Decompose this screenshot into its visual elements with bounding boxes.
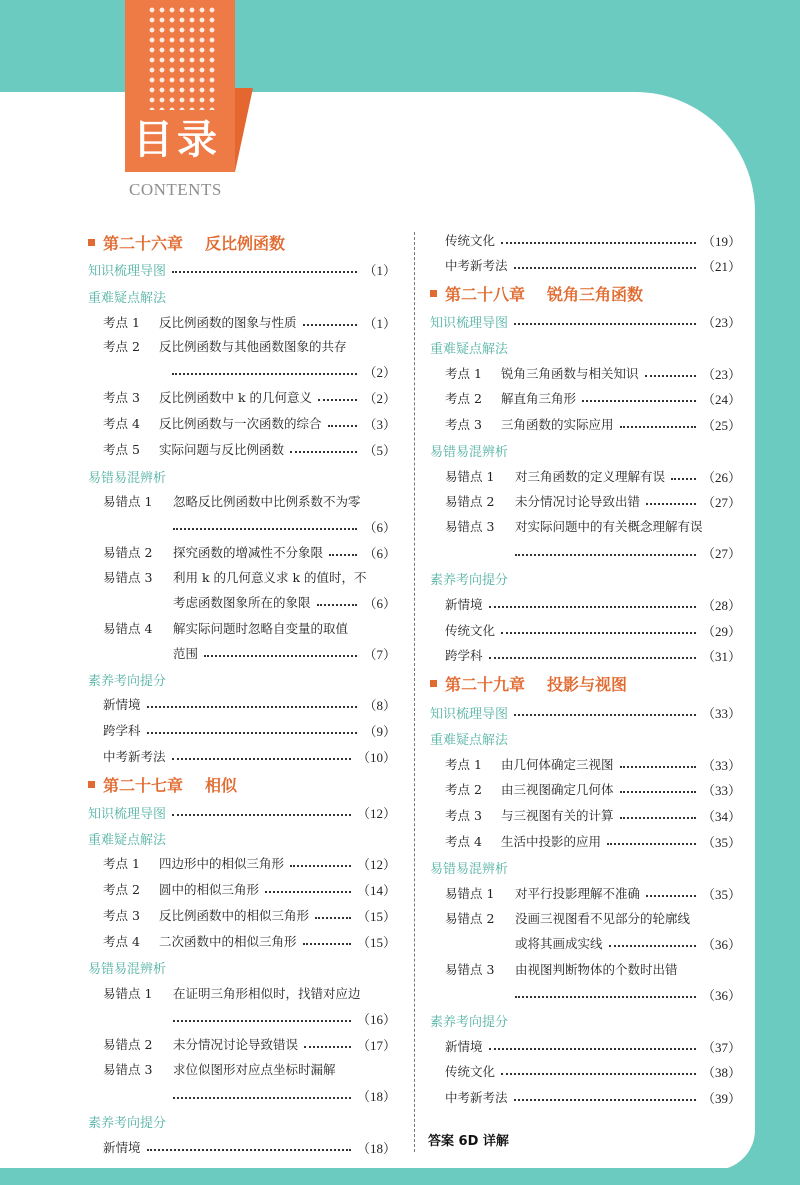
toc-entry[interactable] — [103, 436, 396, 462]
entry-tag: 考点 4 — [103, 934, 140, 949]
toc-entry[interactable] — [445, 828, 741, 854]
entry-tag: 易错点 2 — [103, 545, 153, 560]
entry-title: 反比例函数的图象与性质 — [159, 315, 297, 330]
chapter-number: 第二十六章 — [103, 233, 184, 253]
section-label: 易错易混辨析 — [88, 470, 167, 486]
entry-title: 新情境 — [103, 697, 141, 712]
toc-entry-continuation[interactable] — [173, 640, 396, 666]
leader-dots — [173, 1020, 351, 1022]
toc-entry[interactable] — [88, 799, 396, 825]
page-number: （15） — [356, 908, 396, 924]
entry-tag: 考点 1 — [103, 856, 140, 871]
entry-title: 四边形中的相似三角形 — [159, 856, 285, 871]
toc-entry[interactable] — [445, 360, 741, 386]
leader-dots — [290, 451, 357, 453]
toc-entry[interactable] — [103, 980, 361, 1006]
entry-title: 对平行投影理解不准确 — [515, 886, 641, 901]
leader-dots — [147, 706, 358, 708]
section-heading — [88, 283, 166, 309]
toc-entry[interactable] — [103, 928, 396, 954]
column-divider — [414, 232, 415, 1152]
entry-tag: 易错点 1 — [445, 469, 495, 484]
leader-dots — [303, 324, 358, 326]
section-heading — [430, 725, 508, 751]
chapter-name: 投影与视图 — [547, 674, 628, 694]
leader-dots — [620, 766, 696, 768]
toc-entry[interactable] — [445, 488, 741, 514]
page-number: （34） — [701, 808, 741, 824]
page-number: （26） — [701, 469, 741, 485]
page-number: （18） — [356, 1140, 396, 1156]
page-number: （16） — [356, 1011, 396, 1027]
toc-entry[interactable] — [445, 956, 678, 982]
toc-entry[interactable] — [445, 905, 690, 931]
entry-title: 新情境 — [445, 1039, 483, 1054]
entry-tag: 考点 3 — [445, 808, 482, 823]
page-number: （6） — [363, 519, 396, 535]
entry-tag: 考点 1 — [445, 757, 482, 772]
toc-entry[interactable] — [445, 463, 741, 489]
toc-entry[interactable] — [103, 1031, 396, 1057]
entry-title: 传统文化 — [445, 1064, 496, 1079]
page-number: （8） — [363, 697, 396, 713]
leader-dots — [609, 945, 696, 947]
toc-entry[interactable] — [103, 333, 347, 359]
leader-dots — [172, 373, 357, 375]
leader-dots — [329, 554, 357, 556]
section-label: 重难疑点解法 — [430, 732, 509, 748]
page-number: （35） — [701, 834, 741, 850]
section-label: 知识梳理导图 — [430, 706, 509, 722]
page-number: （29） — [701, 623, 741, 639]
toc-entry[interactable] — [103, 488, 361, 514]
entry-title: 与三视图有关的计算 — [501, 808, 614, 823]
bottom-band — [0, 1168, 800, 1185]
leader-dots — [501, 632, 696, 634]
page-number: （24） — [701, 391, 741, 407]
page-number: （35） — [701, 886, 741, 902]
section-heading — [430, 854, 508, 880]
entry-title: 考虑函数图象所在的象限 — [173, 595, 311, 610]
entry-tag: 考点 3 — [103, 390, 140, 405]
leader-dots — [515, 554, 696, 556]
entry-tag: 易错点 4 — [103, 621, 153, 636]
entry-tag: 考点 3 — [103, 908, 140, 923]
entry-title: 二次函数中的相似三角形 — [159, 934, 297, 949]
toc-entry-continuation[interactable] — [173, 1082, 396, 1108]
leader-dots — [607, 843, 696, 845]
leader-dots — [315, 917, 351, 919]
page-number: （38） — [701, 1064, 741, 1080]
leader-dots — [173, 1097, 351, 1099]
page-number: （6） — [363, 545, 396, 561]
section-label: 知识梳理导图 — [430, 315, 509, 331]
page-number: （9） — [363, 723, 396, 739]
leader-dots — [489, 1048, 696, 1050]
page-number: （1） — [363, 315, 396, 331]
toc-entry[interactable] — [103, 309, 396, 335]
leader-dots — [620, 426, 696, 428]
toc-entry[interactable] — [445, 802, 741, 828]
entry-tag: 易错点 1 — [103, 494, 153, 509]
entry-title: 实际问题与反比例函数 — [159, 442, 285, 457]
section-label: 素养考向提分 — [88, 673, 167, 689]
toc-entry[interactable] — [445, 617, 741, 643]
toc-entry-continuation[interactable] — [515, 981, 741, 1007]
entry-title: 由三视图确定几何体 — [501, 782, 614, 797]
page-number: （7） — [363, 646, 396, 662]
entry-title: 反比例函数中的相似三角形 — [159, 908, 310, 923]
page-number: （28） — [701, 597, 741, 613]
toc-entry[interactable] — [103, 691, 396, 717]
toc-entry-continuation[interactable] — [172, 358, 396, 384]
entry-tag: 考点 4 — [445, 834, 482, 849]
section-heading — [430, 334, 508, 360]
section-label: 知识梳理导图 — [88, 806, 167, 822]
page-number: （6） — [363, 595, 396, 611]
entry-title: 生活中投影的应用 — [501, 834, 602, 849]
toc-entry-continuation[interactable] — [173, 513, 396, 539]
toc-entry[interactable] — [430, 699, 741, 725]
leader-dots — [172, 271, 357, 273]
section-label: 重难疑点解法 — [88, 832, 167, 848]
leader-dots — [645, 375, 696, 377]
toc-entry-continuation[interactable] — [515, 539, 741, 565]
toc-entry[interactable] — [103, 539, 396, 565]
toc-entry[interactable] — [103, 876, 396, 902]
toc-entry[interactable] — [103, 902, 396, 928]
toc-entry[interactable] — [103, 1134, 396, 1160]
entry-tag: 考点 4 — [103, 416, 140, 431]
page-number: （33） — [701, 705, 741, 721]
toc-entry[interactable] — [445, 776, 741, 802]
entry-title: 中考新考法 — [103, 749, 166, 764]
page-number: （2） — [363, 390, 396, 406]
page-number: （2） — [363, 364, 396, 380]
leader-dots — [317, 604, 358, 606]
entry-title: 忽略反比例函数中比例系数不为零 — [173, 494, 361, 509]
leader-dots — [620, 817, 696, 819]
entry-title: 没画三视图看不见部分的轮廓线 — [515, 911, 691, 926]
leader-dots — [147, 1149, 351, 1151]
page-number: （36） — [701, 987, 741, 1003]
toc-entry[interactable] — [103, 615, 348, 641]
entry-tag: 考点 3 — [445, 417, 482, 432]
entry-title: 未分情况讨论导致错误 — [173, 1037, 299, 1052]
entry-tag: 易错点 3 — [103, 570, 153, 585]
dot-pattern — [147, 5, 217, 110]
leader-dots — [582, 400, 696, 402]
entry-tag: 易错点 2 — [445, 494, 495, 509]
leader-dots — [620, 791, 696, 793]
leader-dots — [290, 865, 351, 867]
toc-entry[interactable] — [103, 743, 396, 769]
entry-title: 跨学科 — [445, 648, 483, 663]
entry-title: 跨学科 — [103, 723, 141, 738]
answer-section-link[interactable] — [428, 1126, 509, 1152]
leader-dots — [671, 478, 696, 480]
page-number: （36） — [701, 936, 741, 952]
toc-entry[interactable] — [430, 308, 741, 334]
leader-dots — [328, 425, 358, 427]
chapter-bullet-icon — [88, 239, 95, 246]
leader-dots — [514, 714, 696, 716]
toc-entry[interactable] — [103, 564, 367, 590]
toc-entry[interactable] — [445, 751, 741, 777]
page-number: （27） — [701, 545, 741, 561]
toc-entry[interactable] — [445, 252, 741, 278]
chapter-27-heading[interactable] — [88, 771, 237, 797]
leader-dots — [514, 267, 696, 269]
section-label: 易错易混辨析 — [430, 861, 509, 877]
chapter-name: 相似 — [205, 775, 238, 795]
chapter-29-heading[interactable] — [430, 670, 627, 696]
page-number: （14） — [356, 882, 396, 898]
logo-stripe — [235, 88, 253, 172]
page-number: （3） — [363, 416, 396, 432]
entry-title: 或将其画成实线 — [515, 936, 603, 951]
entry-title: 求位似图形对应点坐标时漏解 — [173, 1062, 336, 1077]
entry-title: 由几何体确定三视图 — [501, 757, 614, 772]
entry-title: 中考新考法 — [445, 1090, 508, 1105]
chapter-number: 第二十九章 — [445, 674, 526, 694]
page-number: （27） — [701, 494, 741, 510]
entry-title: 中考新考法 — [445, 258, 508, 273]
entry-title: 利用 k 的几何意义求 k 的值时，不 — [173, 570, 367, 585]
toc-entry[interactable] — [445, 385, 741, 411]
leader-dots — [147, 732, 358, 734]
entry-tag: 考点 2 — [445, 391, 482, 406]
answer-label: 答案 6D 详解 — [428, 1133, 509, 1149]
leader-dots — [265, 891, 351, 893]
entry-tag: 考点 2 — [445, 782, 482, 797]
entry-title: 解实际问题时忽略自变量的取值 — [173, 621, 349, 636]
entry-title: 对三角函数的定义理解有误 — [515, 469, 666, 484]
section-label: 素养考向提分 — [430, 572, 509, 588]
section-heading — [430, 1007, 508, 1033]
toc-entry[interactable] — [445, 642, 741, 668]
toc-entry[interactable] — [103, 410, 396, 436]
page-number: （21） — [701, 258, 741, 274]
toc-entry-continuation[interactable] — [173, 589, 396, 615]
leader-dots — [501, 242, 696, 244]
chapter-bullet-icon — [430, 290, 437, 297]
leader-dots — [646, 895, 696, 897]
page-number: （17） — [356, 1037, 396, 1053]
page-number: （23） — [701, 314, 741, 330]
section-heading — [430, 565, 508, 591]
section-heading — [430, 437, 508, 463]
entry-title: 传统文化 — [445, 233, 496, 248]
toc-entry[interactable] — [445, 1058, 741, 1084]
toc-entry[interactable] — [103, 384, 396, 410]
entry-title: 在证明三角形相似时，找错对应边 — [173, 986, 361, 1001]
leader-dots — [501, 1073, 696, 1075]
entry-tag: 考点 2 — [103, 882, 140, 897]
page-number: （39） — [701, 1090, 741, 1106]
page-number: （19） — [701, 233, 741, 249]
entry-title: 反比例函数中 k 的几何意义 — [159, 390, 313, 405]
entry-tag: 易错点 2 — [103, 1037, 153, 1052]
entry-tag: 考点 1 — [445, 366, 482, 381]
leader-dots — [514, 323, 696, 325]
chapter-name: 锐角三角函数 — [547, 284, 644, 304]
chapter-bullet-icon — [430, 680, 437, 687]
toc-entry-continuation[interactable] — [173, 1005, 396, 1031]
leader-dots — [489, 606, 696, 608]
leader-dots — [172, 814, 351, 816]
entry-title: 新情境 — [445, 597, 483, 612]
toc-entry[interactable] — [445, 1033, 741, 1059]
page-number: （18） — [356, 1088, 396, 1104]
page-number: （1） — [363, 262, 396, 278]
entry-tag: 易错点 3 — [103, 1062, 153, 1077]
header-logo — [125, 0, 255, 175]
section-label: 重难疑点解法 — [430, 341, 509, 357]
chapter-name: 反比例函数 — [205, 233, 286, 253]
leader-dots — [318, 399, 357, 401]
page-number: （15） — [356, 934, 396, 950]
toc-entry[interactable] — [445, 227, 741, 253]
entry-tag: 易错点 1 — [445, 886, 495, 901]
page-number: （25） — [701, 417, 741, 433]
page-number: （5） — [363, 442, 396, 458]
section-label: 知识梳理导图 — [88, 263, 167, 279]
toc-entry[interactable] — [445, 880, 741, 906]
leader-dots — [514, 1099, 696, 1101]
chapter-bullet-icon — [88, 781, 95, 788]
page-number: （37） — [701, 1039, 741, 1055]
section-label: 素养考向提分 — [430, 1014, 509, 1030]
toc-entry[interactable] — [103, 1056, 336, 1082]
entry-tag: 考点 5 — [103, 442, 140, 457]
page-number: （12） — [356, 856, 396, 872]
toc-entry[interactable] — [103, 717, 396, 743]
entry-title: 传统文化 — [445, 623, 496, 638]
entry-title: 新情境 — [103, 1140, 141, 1155]
page-title: 目录 — [133, 117, 221, 163]
section-heading — [88, 825, 166, 851]
entry-title: 解直角三角形 — [501, 391, 577, 406]
toc-entry[interactable] — [445, 1084, 741, 1110]
page-number: （31） — [701, 648, 741, 664]
leader-dots — [304, 1046, 351, 1048]
toc-entry[interactable] — [88, 256, 396, 282]
section-heading — [88, 954, 166, 980]
page-subtitle: CONTENTS — [129, 180, 222, 199]
entry-title: 对实际问题中的有关概念理解有误 — [515, 519, 703, 534]
page-number: （23） — [701, 366, 741, 382]
leader-dots — [303, 943, 351, 945]
entry-tag: 考点 1 — [103, 315, 140, 330]
page-number: （10） — [356, 749, 396, 765]
entry-title: 反比例函数与其他函数图象的共存 — [159, 339, 347, 354]
toc-entry[interactable] — [445, 411, 741, 437]
entry-title: 未分情况讨论导致出错 — [515, 494, 641, 509]
leader-dots — [204, 655, 357, 657]
section-label: 重难疑点解法 — [88, 290, 167, 306]
entry-tag: 易错点 3 — [445, 519, 495, 534]
section-heading — [88, 1108, 166, 1134]
leader-dots — [173, 528, 357, 530]
chapter-26-heading[interactable] — [88, 229, 285, 255]
chapter-number: 第二十八章 — [445, 284, 526, 304]
chapter-number: 第二十七章 — [103, 775, 184, 795]
entry-tag: 易错点 1 — [103, 986, 153, 1001]
toc-entry[interactable] — [445, 513, 703, 539]
toc-entry[interactable] — [103, 850, 396, 876]
leader-dots — [646, 503, 696, 505]
toc-entry[interactable] — [445, 591, 741, 617]
toc-entry-continuation[interactable] — [515, 930, 741, 956]
section-label: 素养考向提分 — [88, 1115, 167, 1131]
entry-title: 探究函数的增减性不分象限 — [173, 545, 324, 560]
leader-dots — [515, 996, 696, 998]
entry-title: 锐角三角函数与相关知识 — [501, 366, 639, 381]
section-label: 易错易混辨析 — [88, 961, 167, 977]
entry-title: 反比例函数与一次函数的综合 — [159, 416, 322, 431]
entry-title: 圆中的相似三角形 — [159, 882, 260, 897]
chapter-28-heading[interactable] — [430, 280, 643, 306]
top-band — [0, 0, 800, 90]
entry-tag: 易错点 2 — [445, 911, 495, 926]
entry-tag: 考点 2 — [103, 339, 140, 354]
page-number: （12） — [356, 805, 396, 821]
page-number: （33） — [701, 782, 741, 798]
entry-title: 三角函数的实际应用 — [501, 417, 614, 432]
section-heading — [88, 463, 166, 489]
entry-title: 由视图判断物体的个数时出错 — [515, 962, 678, 977]
leader-dots — [489, 657, 696, 659]
section-label: 易错易混辨析 — [430, 444, 509, 460]
section-heading — [88, 666, 166, 692]
page-number: （33） — [701, 757, 741, 773]
entry-title: 范围 — [173, 646, 199, 661]
entry-tag: 易错点 3 — [445, 962, 495, 977]
leader-dots — [172, 758, 351, 760]
